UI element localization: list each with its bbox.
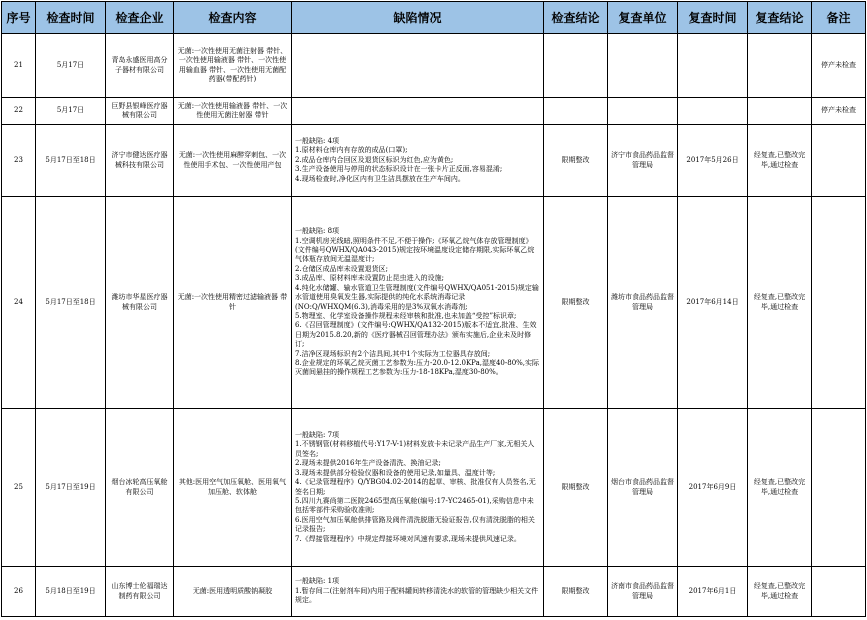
row-content: 无菌:一次性使用麻醉穿刺包、一次性使用手术包、一次性使用产包 [174,125,292,197]
row-no: 23 [2,125,36,197]
row-company: 山东博士伦福瑞达制药有限公司 [106,567,174,617]
row-company: 青岛永盛医用高分子器材有限公司 [106,34,174,98]
header-row [2,2,866,34]
header-date: 检查时间 [36,2,106,34]
row-review-conclusion [748,98,812,125]
row-defects: 一般缺陷: 1项 1.暂存间二(注射剂车间)内用于配料罐间转移清洗水的软管的管理缺少相关文件规定。 [292,567,544,617]
row-review-conclusion: 经复查,已整改完毕,通过检查 [748,125,812,197]
row-date: 5月17日至19日 [36,409,106,567]
table-row [2,197,866,409]
row-review-date: 2017年6月14日 [678,197,748,409]
row-conclusion: 限期整改 [544,197,608,409]
row-company: 烟台冰轮高压氧舱有限公司 [106,409,174,567]
row-date: 5月17日 [36,98,106,125]
row-review-unit: 烟台市食品药品监督管理局 [608,409,678,567]
table-row [2,409,866,567]
row-date: 5月18日至19日 [36,567,106,617]
row-review-conclusion [748,34,812,98]
inspection-table [1,1,866,617]
header-no: 序号 [2,2,36,34]
row-conclusion: 限期整改 [544,567,608,617]
row-review-conclusion: 经复查,已整改完毕,通过检查 [748,409,812,567]
row-remark [812,197,866,409]
header-review-unit: 复查单位 [608,2,678,34]
row-review-conclusion: 经复查,已整改完毕,通过检查 [748,197,812,409]
row-company: 潍坊市华星医疗器械有限公司 [106,197,174,409]
row-remark [812,409,866,567]
row-conclusion: 限期整改 [544,409,608,567]
row-conclusion [544,34,608,98]
row-no: 22 [2,98,36,125]
table-row [2,125,866,197]
row-review-unit: 潍坊市食品药品监督管理局 [608,197,678,409]
row-review-date [678,34,748,98]
row-defects [292,34,544,98]
row-review-unit: 济南市食品药品监督管理局 [608,567,678,617]
header-review-date: 复查时间 [678,2,748,34]
table-row [2,34,866,98]
row-review-unit [608,98,678,125]
row-company: 济宁市健达医疗器械科技有限公司 [106,125,174,197]
row-content: 无菌:一次性使用无菌注射器 带针、一次性使用输液器 带针、一次性使用输血器 带针、一次性使用无菌配药器(带配药针) [174,34,292,98]
row-date: 5月17日至18日 [36,125,106,197]
row-no: 21 [2,34,36,98]
row-remark: 停产未检查 [812,98,866,125]
row-content: 其他:医用空气加压氧舱、医用氧气加压舱、软体舱 [174,409,292,567]
row-defects: 一般缺陷: 8项 1.空调机房光线暗,照明条件不足,不便于操作;《环氧乙烷气体存放管理制度》(文件编号QWHX/QA043-2015)规定按环境温度设定储存期限,实际环氧乙烷气体瓶存放间无温湿度计; 2.仓储区成品库未设置退货区; 3.成品库、原材料库未设置防止昆虫进入的设施; 4.纯化水储罐、输水管道卫生管理制度(文件编号QWHX/QA051-2015)规定输水管道使用臭氧发生器,实际提供的纯化水系统消毒记录(NO:Q/WHXQM(6.3),消毒采用的是3%双氧水消毒剂; 5.物理室、化学室设备操作规程未经审核和批准,也未加盖“受控”标识章; 6.《召回管理制度》(文件编号:QWHX/QA132-2015)版本不适宜,批准、生效日期为2015.8.20,新的《医疗器械召回管理办法》颁布实施后,企业未及时修订; 7.洁净区现场标识有2个洁具间,其中1个实际为工位器具存放间; 8.企业规定的环氧乙烷灭菌工艺参数为:压力-20.0-12.0KPa,湿度40-80%,实际灭菌间悬挂的操作规程工艺参数为:压力-18-18KPa,湿度30-80%。 [292,197,544,409]
row-date: 5月17日至18日 [36,197,106,409]
row-remark [812,567,866,617]
row-conclusion [544,98,608,125]
header-company: 检查企业 [106,2,174,34]
table-row [2,98,866,125]
row-no: 25 [2,409,36,567]
row-no: 24 [2,197,36,409]
row-date: 5月17日 [36,34,106,98]
header-conclusion: 检查结论 [544,2,608,34]
row-review-date: 2017年6月1日 [678,567,748,617]
row-defects [292,98,544,125]
table-row [2,567,866,617]
row-review-date: 2017年6月9日 [678,409,748,567]
row-review-unit: 济宁市食品药品监督管理局 [608,125,678,197]
row-defects: 一般缺陷: 4项 1.原材料仓库内有存放的成品(口罩); 2.成品仓库内合回区及退货区标识为红色,应为黄色; 3.生产设备使用与停用的状态标识设计在一张卡片正反面,容易混淆; 4.现场检查时,净化区内有卫生洁具摆放在生产车间内。 [292,125,544,197]
header-review-conclusion: 复查结论 [748,2,812,34]
row-remark: 停产未检查 [812,34,866,98]
row-content: 无菌:医用透明质酸钠凝胶 [174,567,292,617]
row-review-date: 2017年5月26日 [678,125,748,197]
header-defects: 缺陷情况 [292,2,544,34]
row-review-date [678,98,748,125]
row-company: 巨野县银峰医疗器械有限公司 [106,98,174,125]
header-content: 检查内容 [174,2,292,34]
row-conclusion: 限期整改 [544,125,608,197]
row-review-conclusion: 经复查,已整改完毕,通过检查 [748,567,812,617]
row-review-unit [608,34,678,98]
header-remark: 备注 [812,2,866,34]
row-defects: 一般缺陷: 7项 1.不锈钢管(材料移植代号:Y17-V-1)材料发放卡未记录产品生产厂家,无相关人员签名; 2.现场未提供2016年生产设备清洗、换油记录; 3.现场未提供部分检验仪器和设备的使用记录,如量具、温度计等; 4.《记录管理程序》Q/YBG04.02-2014的起草、审核、批准仅有人员签名,无签名日期; 5.四川九赛尚第二医院2465型高压氧舱(编号:17-YC2465-01),采购信息中未包括零部件采购验收准则; 6.医用空气加压氧舱供排管路及阀件清洗脱脂无验证报告,仅有清洗脱脂的相关记录报告; 7.《焊接管理程序》中规定焊接环境对风速有要求,现场未提供风速记录。 [292,409,544,567]
row-no: 26 [2,567,36,617]
row-remark [812,125,866,197]
row-content: 无菌:一次性使用精密过滤输液器 带针 [174,197,292,409]
row-content: 无菌:一次性使用输液器 带针、一次性使用无菌注射器 带针 [174,98,292,125]
